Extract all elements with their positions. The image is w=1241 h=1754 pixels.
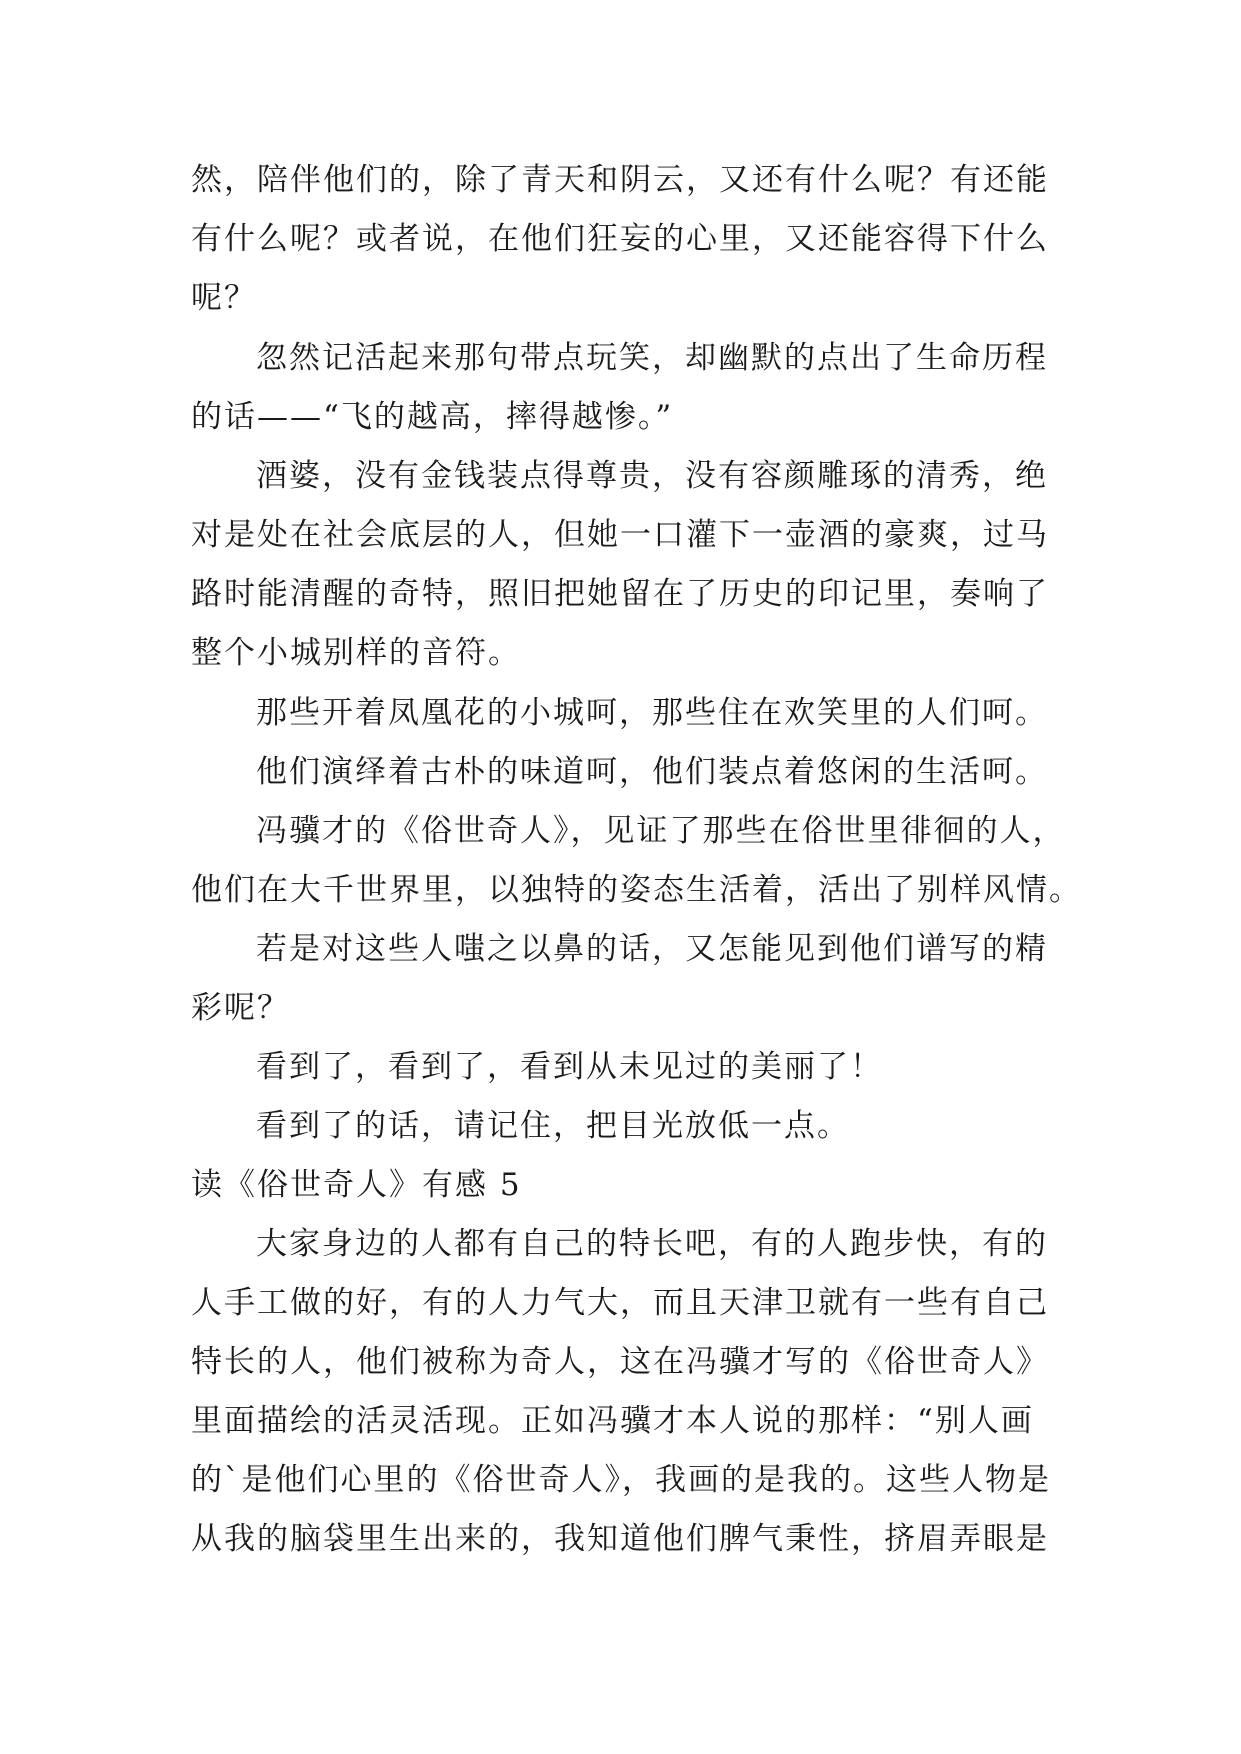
text-line: 特长的人，他们被称为奇人，这在冯骥才写的《俗世奇人》 — [191, 1344, 1049, 1380]
text-line: 然，陪伴他们的，除了青天和阴云，又还有什么呢？有还能 — [191, 162, 1049, 198]
text-line: 人手工做的好，有的人力气大，而且天津卫就有一些有自己 — [191, 1285, 1049, 1321]
section-heading: 读《俗世奇人》有感 5 — [191, 1167, 522, 1203]
text-line: 对是处在社会底层的人，但她一口灌下一壶酒的豪爽，过马 — [191, 517, 1049, 553]
text-line: 里面描绘的活灵活现。正如冯骥才本人说的那样：“别人画 — [191, 1403, 1034, 1439]
paragraph-first-line: 他们演绎着古朴的味道呵，他们装点着悠闲的生活呵。 — [256, 754, 1048, 790]
text-line: 呢？ — [191, 280, 257, 316]
paragraph-first-line: 大家身边的人都有自己的特长吧，有的人跑步快，有的 — [256, 1226, 1048, 1262]
text-line: 有什么呢？或者说，在他们狂妄的心里，又还能容得下什么 — [191, 221, 1049, 257]
paragraph-first-line: 那些开着凤凰花的小城呵，那些住在欢笑里的人们呵。 — [256, 695, 1048, 731]
text-line: 路时能清醒的奇特，照旧把她留在了历史的印记里，奏响了 — [191, 576, 1049, 612]
text-line: 从我的脑袋里生出来的，我知道他们脾气秉性，挤眉弄眼是 — [191, 1521, 1049, 1557]
text-line: 他们在大千世界里，以独特的姿态生活着，活出了别样风情。 — [191, 872, 1082, 908]
paragraph-first-line: 酒婆，没有金钱装点得尊贵，没有容颜雕琢的清秀，绝 — [256, 458, 1048, 494]
text-line: 彩呢？ — [191, 990, 290, 1026]
text-line: 的话——“飞的越高，摔得越惨。” — [191, 399, 674, 435]
paragraph-first-line: 若是对这些人嗤之以鼻的话，又怎能见到他们谱写的精 — [256, 931, 1048, 967]
paragraph-first-line: 冯骥才的《俗世奇人》，见证了那些在俗世里徘徊的人， — [256, 813, 1066, 849]
paragraph-first-line: 看到了，看到了，看到从未见过的美丽了！ — [256, 1049, 883, 1085]
text-line: 的`是他们心里的《俗世奇人》，我画的是我的。这些人物是 — [191, 1462, 1051, 1498]
paragraph-first-line: 看到了的话，请记住，把目光放低一点。 — [256, 1108, 850, 1144]
paragraph-first-line: 忽然记活起来那句带点玩笑，却幽默的点出了生命历程 — [256, 340, 1048, 376]
text-line: 整个小城别样的音符。 — [191, 635, 521, 671]
